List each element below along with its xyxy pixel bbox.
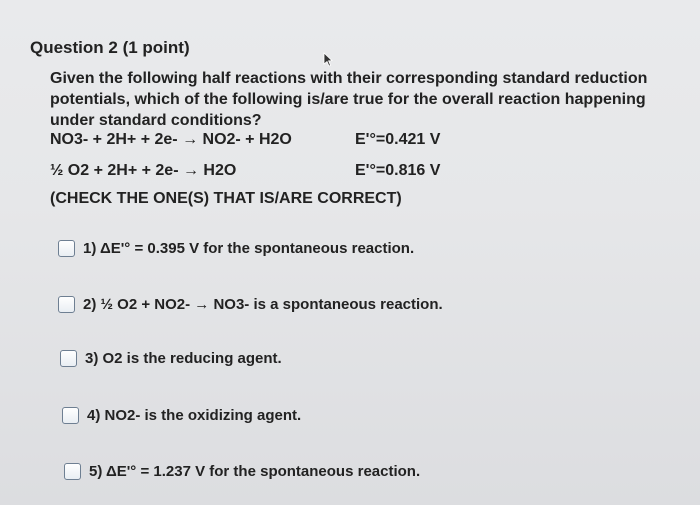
option-4-checkbox[interactable]	[62, 407, 79, 424]
question-prompt: Given the following half reactions with their corresponding standard reduction potentials, which of the following is/are true for the overall reaction happening under standard conditions?	[50, 70, 648, 129]
option-5[interactable]	[64, 463, 420, 480]
option-4-label: 4) NO2- is the oxidizing agent.	[87, 407, 302, 424]
option-1-checkbox[interactable]	[58, 240, 75, 257]
option-2[interactable]	[58, 296, 443, 313]
option-4[interactable]	[62, 407, 301, 424]
option-1[interactable]	[58, 240, 414, 257]
option-5-label: 5) ΔE'° = 1.237 V for the spontaneous reaction.	[89, 463, 421, 480]
half-reaction-1	[50, 131, 441, 149]
question-title: Question 2 (1 point)	[30, 38, 190, 57]
option-2-checkbox[interactable]	[58, 296, 75, 313]
half-reaction-1-potential: E'°=0.421 V	[355, 131, 441, 148]
half-reaction-1-equation: NO3- + 2H+ + 2e- → NO2- + H2O	[50, 131, 292, 148]
mouse-cursor-icon	[320, 52, 334, 68]
option-3-label: 3) O2 is the reducing agent.	[85, 350, 282, 367]
option-1-label: 1) ΔE'° = 0.395 V for the spontaneous reaction.	[83, 240, 415, 257]
half-reaction-2-equation: ½ O2 + 2H+ + 2e- → H2O	[50, 162, 237, 179]
option-3[interactable]	[60, 350, 282, 367]
question-instruction: (CHECK THE ONE(S) THAT IS/ARE CORRECT)	[50, 190, 402, 207]
option-2-label: 2) ½ O2 + NO2- → NO3- is a spontaneous reaction.	[83, 296, 443, 313]
half-reaction-2	[50, 162, 441, 180]
option-3-checkbox[interactable]	[60, 350, 77, 367]
half-reaction-2-potential: E'°=0.816 V	[355, 162, 441, 179]
option-5-checkbox[interactable]	[64, 463, 81, 480]
